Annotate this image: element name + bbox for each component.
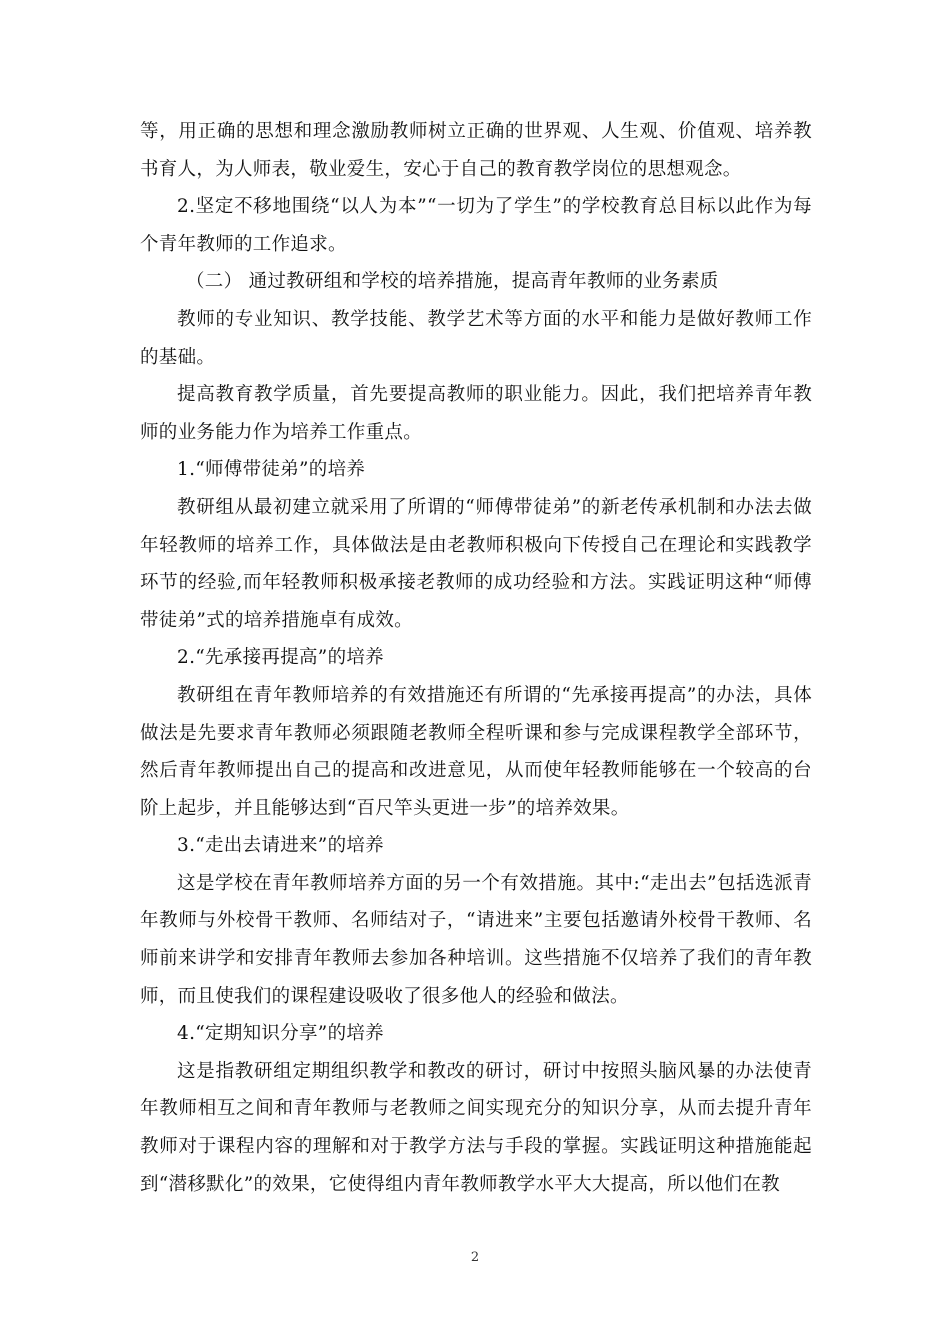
paragraph: 这是学校在青年教师培养方面的另一个有效措施。其中:“走出去”包括选派青年教师与外校骨干教师、名师结对子，“请进来”主要包括邀请外校骨干教师、名师前来讲学和安排青年教师去参加各种培训。这些措施不仅培养了我们的青年教师，而且使我们的课程建设吸收了很多他人的经验和做法。 <box>140 872 812 1007</box>
subheading-1: 1.“师傅带徒弟”的培养 <box>177 459 366 481</box>
paragraph: 教师的专业知识、教学技能、教学艺术等方面的水平和能力是做好教师工作的基础。 <box>140 308 812 368</box>
subheading-4: 4.“定期知识分享”的培养 <box>177 1023 384 1045</box>
section-heading: （二） 通过教研组和学校的培养措施，提高青年教师的业务素质 <box>186 271 719 293</box>
paragraph-item-2: 2.坚定不移地围绕“以人为本”“一切为了学生”的学校教育总目标以此作为每个青年教师的工作追求。 <box>140 196 812 255</box>
subheading-3: 3.“走出去请进来”的培养 <box>177 835 384 857</box>
paragraph: 这是指教研组定期组织教学和教改的研讨，研讨中按照头脑风暴的办法使青年教师相互之间和青年教师与老教师之间实现充分的知识分享，从而去提升青年教师对于课程内容的理解和对于教学方法与手段的掌握。实践证明这种措施能起到“潜移默化”的效果，它使得组内青年教师教学水平大大提高，所以他们在教 <box>140 1060 812 1195</box>
paragraph-continuation: 等，用正确的思想和理念激励教师树立正确的世界观、人生观、价值观、培养教书育人，为人师表，敬业爱生，安心于自己的教育教学岗位的思想观念。 <box>140 121 812 180</box>
paragraph: 提高教育教学质量，首先要提高教师的职业能力。因此，我们把培养青年教师的业务能力作为培养工作重点。 <box>140 384 812 443</box>
paragraph: 教研组在青年教师培养的有效措施还有所谓的“先承接再提高”的办法，具体做法是先要求青年教师必须跟随老教师全程听课和参与完成课程教学全部环节，然后青年教师提出自己的提高和改进意见，从而使年轻教师能够在一个较高的台阶上起步，并且能够达到“百尺竿头更进一步”的培养效果。 <box>140 684 812 819</box>
subheading-2: 2.“先承接再提高”的培养 <box>177 647 384 669</box>
paragraph: 教研组从最初建立就采用了所谓的“师傅带徒弟”的新老传承机制和办法去做年轻教师的培养工作，具体做法是由老教师积极向下传授自己在理论和实践教学环节的经验,而年轻教师积极承接老教师的成功经验和方法。实践证明这种“师傅带徒弟”式的培养措施卓有成效。 <box>140 496 812 631</box>
page-number: 2 <box>470 1250 480 1265</box>
body-text <box>140 113 812 1203</box>
